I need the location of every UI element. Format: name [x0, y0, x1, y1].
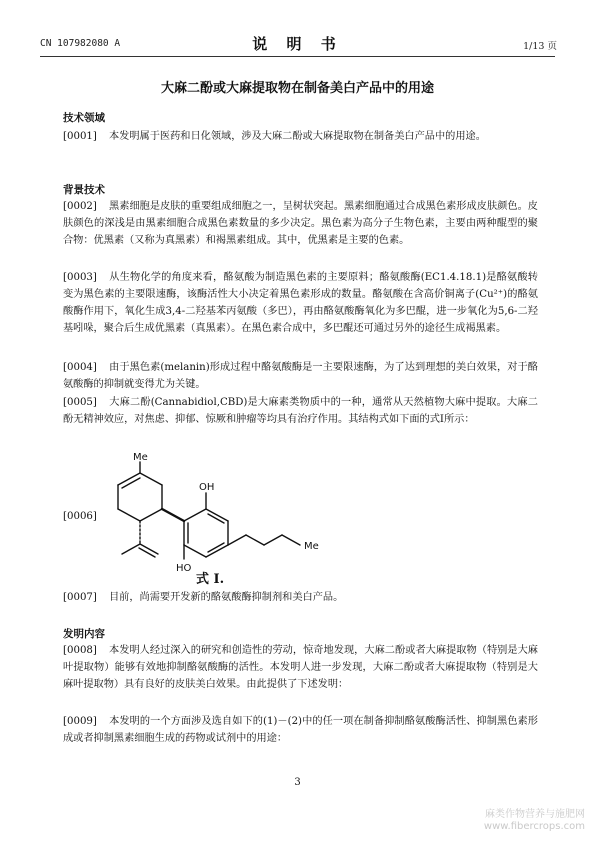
paragraph-0008	[63, 642, 538, 693]
page-number: 3	[294, 777, 301, 788]
document-type: 说 明 书	[252, 35, 343, 53]
paragraph-number: [0004]	[63, 362, 97, 373]
paragraph-number: [0002]	[63, 201, 97, 212]
hydroxyl-label-top: OH	[199, 482, 215, 493]
watermark-line1: 麻类作物营养与施肥网	[485, 809, 585, 820]
paragraph-number-0006: [0006]	[63, 511, 97, 522]
paragraph-0003	[63, 269, 538, 337]
paragraph-0005	[63, 394, 538, 428]
section-heading-summary: 发明内容	[63, 628, 105, 640]
paragraph-text: 本发明属于医药和日化领域，涉及大麻二酚或大麻提取物在制备美白产品中的用途。	[109, 131, 486, 142]
paragraph-text: 从生物化学的角度来看，酪氨酸为制造黑色素的主要原料；酪氨酸酶(EC1.4.18.1)是酪氨酸转变为黑色素的主要限速酶，该酶活性大小决定着黑色素形成的数量。酪氨酸在含高价铜离子(Cu²⁺)的酪氨酸酶作用下，氧化生成3,4-二羟基苯丙氨酸（多巴），再由酪氨酸酶氧化为多巴醌，进一步氧化为5,6-二羟基吲哚，聚合后生成优黑素（真黑素）。在黑色素合成中，多巴醌还可通过另外的途径生成褐黑素。	[63, 272, 538, 334]
cannabidiol-structure-diagram	[100, 451, 330, 581]
paragraph-text: 由于黑色素(melanin)形成过程中酪氨酸酶是一主要限速酶，为了达到理想的美白效果，对于酪氨酸酶的抑制就变得尤为关键。	[63, 362, 538, 390]
section-heading-field: 技术领域	[63, 112, 105, 124]
paragraph-0002	[63, 198, 538, 249]
paragraph-number: [0005]	[63, 397, 97, 408]
paragraph-text: 本发明的一个方面涉及选自如下的(1)－(2)中的任一项在制备抑制酪氨酸酶活性、抑制黑色素形成或者抑制黑素细胞生成的药物或试剂中的用途：	[63, 716, 538, 744]
document-title: 大麻二酚或大麻提取物在制备美白产品中的用途	[160, 81, 434, 96]
paragraph-number: [0001]	[63, 131, 97, 142]
formula-label: 式 I.	[196, 572, 225, 587]
methyl-label-chain: Me	[304, 541, 319, 552]
paragraph-0001	[63, 128, 538, 145]
watermark	[484, 809, 585, 833]
methyl-label-top: Me	[133, 452, 148, 463]
paragraph-0004	[63, 359, 538, 393]
paragraph-number: [0007]	[63, 592, 97, 603]
header-divider	[40, 56, 555, 57]
paragraph-number: [0008]	[63, 645, 97, 656]
document-number: CN 107982080 A	[40, 38, 121, 49]
watermark-line2: www.fibercrops.com	[483, 821, 585, 832]
paragraph-text: 本发明人经过深入的研究和创造性的劳动，惊奇地发现，大麻二酚或者大麻提取物（特别是大麻叶提取物）能够有效地抑制酪氨酸酶的活性。本发明人进一步发现，大麻二酚或者大麻提取物（特别是大麻叶提取物）具有良好的皮肤美白效果。由此提供了下述发明：	[63, 645, 538, 690]
paragraph-text: 大麻二酚(Cannabidiol,CBD)是大麻素类物质中的一种，通常从天然植物大麻中提取。大麻二酚无精神效应，对焦虑、抑郁、惊厥和肿瘤等均具有治疗作用。其结构式如下面的式I所示：	[63, 397, 538, 425]
paragraph-number: [0009]	[63, 716, 97, 727]
paragraph-0009	[63, 713, 538, 747]
page-indicator: 1/13 页	[523, 41, 557, 52]
paragraph-text: 黑素细胞是皮肤的重要组成细胞之一，呈树状突起。黑素细胞通过合成黑色素形成皮肤颜色。皮肤颜色的深浅是由黑素细胞合成黑色素数量的多少决定。黑色素为高分子生物色素，主要由两种醌型的聚合物：优黑素（又称为真黑素）和褐黑素组成。其中，优黑素是主要的色素。	[63, 201, 538, 246]
paragraph-number: [0003]	[63, 272, 97, 283]
paragraph-0007	[63, 589, 538, 606]
hydroxyl-label-bottom: HO	[176, 563, 192, 574]
section-heading-background: 背景技术	[63, 184, 105, 196]
paragraph-text: 目前，尚需要开发新的酪氨酸酶抑制剂和美白产品。	[109, 592, 344, 603]
